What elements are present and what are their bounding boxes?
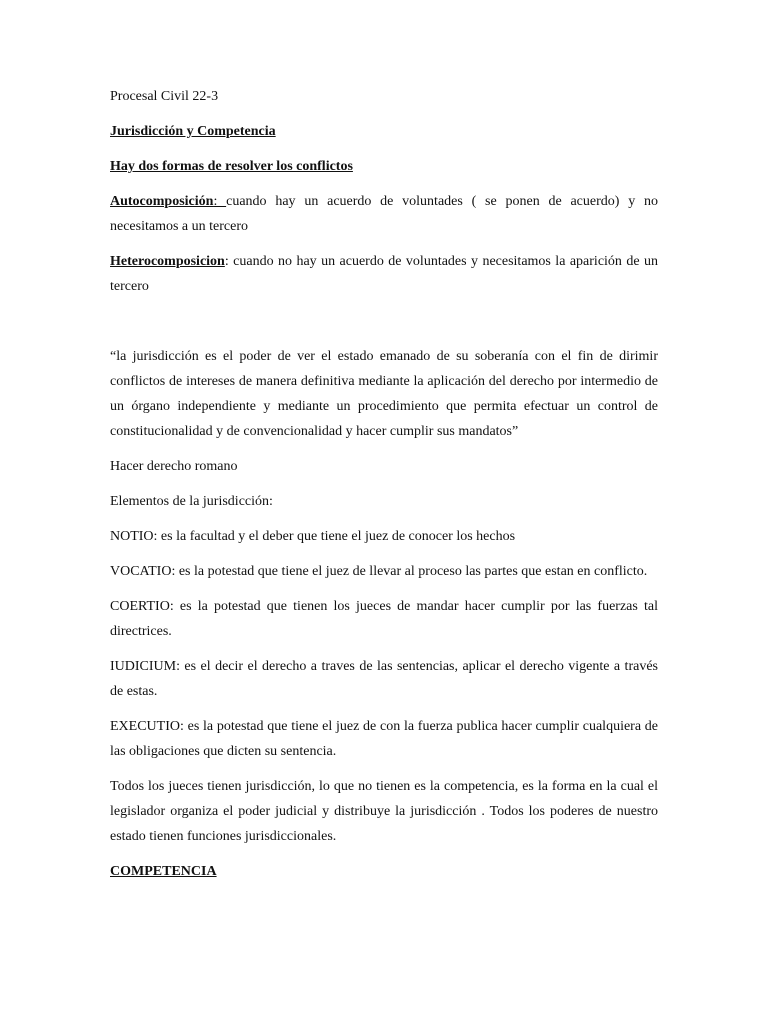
term-separator: :: [224, 254, 234, 269]
paragraph-heterocomposicion: [110, 249, 658, 299]
paragraph-todos: Todos los jueces tienen jurisdicción, lo que no tienen es la competencia, es la forma en la cual el legislador organiza el poder judicial y distribuye la jurisdicción . Todos los poderes de nuestro estado tienen funciones jurisdiccionales.: [110, 779, 658, 844]
term-autocomposicion: Autocomposición: [110, 194, 214, 209]
paragraph-elements-title: Elementos de la jurisdicción:: [110, 494, 273, 509]
blank-line: [110, 309, 658, 344]
paragraph-quote: “la jurisdicción es el poder de ver el estado emanado de su soberanía con el fin de dirimir conflictos de intereses de manera definitiva mediante la aplicación del derecho por intermedio de un órgano independiente y mediante un procedimiento que permita efectuar un control de constitucionalidad y de convencionalidad y hacer cumplir sus mandatos”: [110, 349, 658, 439]
doc-heading: Procesal Civil 22-3: [110, 89, 219, 104]
definition-heterocomposicion: cuando no hay un acuerdo de voluntades y necesitamos la aparición de un tercero: [110, 254, 658, 294]
doc-intro: Hay dos formas de resolver los conflictos: [110, 159, 353, 174]
definition-autocomposicion: cuando hay un acuerdo de voluntades ( se ponen de acuerdo) y no necesitamos a un tercero: [110, 194, 658, 234]
term-separator: :: [213, 194, 227, 209]
paragraph-iudicium: IUDICIUM: es el decir el derecho a traves de las sentencias, aplicar el derecho vigente a través de estas.: [110, 659, 658, 699]
paragraph-autocomposicion: [110, 189, 658, 239]
paragraph-executio: EXECUTIO: es la potestad que tiene el juez de con la fuerza publica hacer cumplir cualquiera de las obligaciones que dicten su sentencia.: [110, 719, 658, 759]
paragraph-vocatio: VOCATIO: es la potestad que tiene el juez de llevar al proceso las partes que estan en conflicto.: [110, 564, 648, 579]
document-page: [110, 84, 658, 894]
paragraph-coertio: COERTIO: es la potestad que tienen los jueces de mandar hacer cumplir por las fuerzas tal directrices.: [110, 599, 658, 639]
paragraph-notio: NOTIO: es la facultad y el deber que tiene el juez de conocer los hechos: [110, 529, 516, 544]
doc-subheading: Jurisdicción y Competencia: [110, 124, 276, 139]
term-heterocomposicion: Heterocomposicion: [110, 254, 225, 269]
paragraph-note: Hacer derecho romano: [110, 459, 238, 474]
section-competencia: COMPETENCIA: [110, 864, 217, 879]
